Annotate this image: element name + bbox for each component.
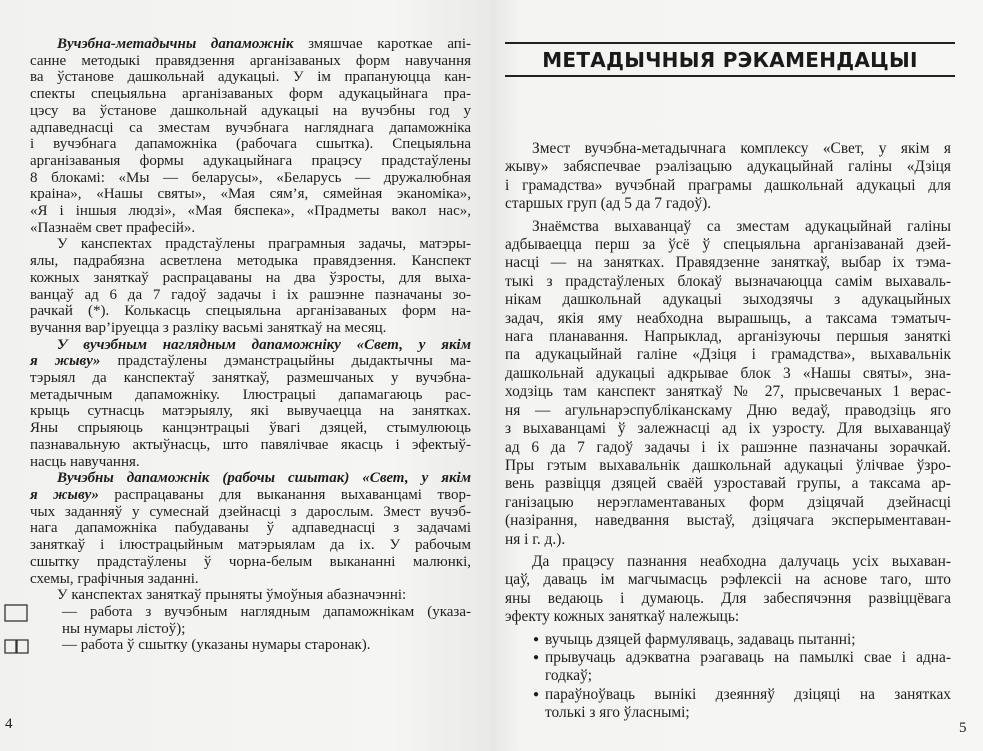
line-text: з выхаванцамі ў залежнасці ад іх узросту. Для выхаванцаў: [505, 420, 951, 438]
text-line: [505, 140, 951, 158]
text-line: [505, 571, 951, 589]
emphasized-title: У вучэбным наглядным дапаможніку «Свет, у якім: [57, 336, 471, 353]
line-text: ад 6 да 7 гадоў задачы і іх рашэнне пазначаны зорачкай.: [505, 438, 951, 456]
line-text: ялы, падрабязна асветлена методыка правядзення. Канспект: [30, 253, 471, 270]
paragraph: [30, 337, 471, 471]
text-line: [505, 553, 951, 571]
line-text: прадстаўлены дэманстрацыйны дыдактычны ма-: [100, 353, 472, 370]
legend-text: — работа з вучэбным наглядным дапаможнікам (указа-: [62, 603, 471, 620]
section-title-bar: [505, 42, 955, 77]
paragraph: [30, 36, 471, 236]
text-line: [30, 170, 471, 187]
list-item-text: прывучаць адэкватна рэагаваць на памылкі свае і адна-: [545, 648, 951, 666]
list-item-text: годкаў;: [545, 667, 593, 685]
list-item: [505, 631, 951, 649]
text-line: [30, 571, 471, 588]
line-text: Да працэсу пазнання неабходна далучаць усіх выхаван-: [532, 552, 951, 570]
bullet-icon: ●: [533, 688, 540, 700]
line-text: пазнавальную актыўнасць, што павялічвае якасць і эфектыў-: [30, 436, 471, 453]
text-line: [30, 337, 471, 354]
text-line: [505, 310, 951, 328]
legend-text: — работа ў сшытку (указаны нумары старонак).: [62, 637, 371, 654]
line-text: тыкі з прадстаўленых блокаў вызначаюцца самім выхаваль-: [505, 272, 951, 290]
emphasized-title: я жыву»: [30, 353, 101, 370]
bullet-list: [505, 631, 951, 723]
text-line: [30, 136, 471, 153]
left-page: [0, 0, 491, 751]
line-text: краіна», «Нашы святы», «Мая сям’я, сямейная эканоміка»,: [30, 186, 471, 203]
text-line: [30, 387, 471, 404]
open-book-icon: [4, 638, 30, 659]
line-text: нікам дашкольнай адукацыі зыходзячы з адукацыйных: [505, 291, 951, 309]
text-line: [505, 590, 951, 608]
line-text: Яны спрыяюць канцэнтрацыі ўвагі дзяцей, стымулююць: [30, 420, 471, 437]
line-text: (назірання, наведвання выстаў, дзіцячага эксперыментаван-: [505, 512, 951, 530]
text-line: [505, 420, 951, 438]
text-line: [505, 346, 951, 364]
line-text: ганізацыю нерэгламентаваных форм дзіцячай дзейнасці: [505, 493, 951, 511]
line-text: насці — на занятках. Правядзенне заняткаў, выбар іх тэма-: [505, 254, 951, 272]
line-text: спекты спецыяльна арганізаваных форм адукацыйнага пра-: [30, 86, 471, 103]
bullet-icon: ●: [533, 633, 540, 645]
text-line: [505, 365, 951, 383]
text-line: [30, 504, 471, 521]
text-line: [30, 303, 471, 320]
text-line: [30, 520, 471, 537]
text-line: [505, 291, 951, 309]
line-text: распрацаваны для выканання выхаванцамі твор-: [98, 486, 471, 503]
text-line: [505, 531, 951, 549]
legend-text: ны нумары лістоў);: [62, 620, 186, 637]
text-line: [505, 328, 951, 346]
line-text: рачкай (*). Колькасць спецыяльна арганізаваных форм на-: [30, 303, 471, 320]
left-page-text: [30, 36, 471, 654]
line-text: Пры гэтым выхавальнік дашкольнай адукацыі ўлічвае ўзро-: [505, 456, 951, 474]
legend-item: [30, 621, 471, 638]
line-text: цаў, даваць ім магчымасць рэфлексіі на аснове таго, што: [505, 571, 951, 589]
line-text: «Я і іншыя людзі», «Мая бяспека», «Прадметы вакол нас»,: [30, 203, 471, 220]
text-line: [30, 437, 471, 454]
text-line: [30, 36, 471, 53]
line-text: цэсу ва ўстанове дашкольнай адукацыі на вучэбны год у: [30, 102, 471, 119]
text-line: [30, 103, 471, 120]
line-text: ня — агульнарэспубліканскаму Дню ведаў, праводзіць яго: [505, 401, 951, 419]
line-text: метадычным дапаможніку. Ілюстрацыі дапамагаюць рас-: [30, 386, 471, 403]
line-text: насць навучання.: [30, 453, 140, 470]
line-text: Знаёмства выхаванцаў са зместам адукацыйнай галіны: [532, 217, 951, 235]
text-line: [30, 236, 471, 253]
line-text: і грамадства» вучэбнай праграмы дашкольнай адукацыі для: [505, 176, 951, 194]
line-text: санне методыкі правядзення арганізаваных форм навучання: [30, 52, 471, 69]
text-line: [30, 53, 471, 70]
legend-item: [30, 637, 471, 654]
line-text: ходзіць там канспект заняткаў № 27, прысвечаных 1 верас-: [505, 383, 951, 401]
line-text: па адукацыйнай галіне «Дзіця і грамадства», выхавальнік: [505, 346, 951, 364]
emphasized-title: Вучэбна-метадычны дапаможнік: [57, 36, 294, 52]
line-text: старшых груп (ад 5 да 7 гадоў).: [505, 195, 712, 213]
text-line: [30, 253, 471, 270]
text-line: [505, 475, 951, 493]
line-text: і вучэбнага дапаможніка (рабочага сшытка). Спецыяльна: [30, 136, 471, 153]
line-text: адпаведнасці са зместам вучэбнага нагляднага дапаможніка: [30, 119, 471, 136]
line-text: задач, якія яму неабходна вырашыць, а таксама тэматыч-: [505, 309, 951, 327]
line-text: «Пазнаём свет прафесій».: [30, 219, 196, 236]
square-icon: [4, 604, 28, 627]
line-text: 8 блокамі: «Мы — беларусы», «Беларусь — дружалюбная: [30, 169, 471, 186]
text-line: [505, 195, 951, 213]
line-text: крыць сутнасць матэрыялу, які вывучаецца на занятках.: [30, 403, 471, 420]
emphasized-title: Вучэбны дапаможнік (рабочы сшытак) «Свет, у якім: [57, 470, 471, 487]
line-text: ванцаў ад 6 да 7 гадоў задачы і іх рашэнне пазначаны зо-: [30, 286, 471, 303]
text-line: [30, 186, 471, 203]
list-item: [505, 686, 951, 704]
line-text: адбываецца перш за ўсё ў спецыяльна арганізаванай дзей-: [505, 236, 951, 254]
paragraph: [505, 218, 951, 549]
list-item-text: толькі з яго ўласнымі;: [545, 704, 690, 722]
line-text: яны ведаюць і думаюць. Для забеспячэння развіццёвага: [505, 589, 951, 607]
page-number-right: 5: [959, 720, 967, 736]
line-text: арганізаваныя формы адукацыйнага працэсу прадстаўлены: [30, 152, 471, 169]
text-line: [505, 608, 951, 626]
paragraph: [30, 587, 471, 604]
right-page: [491, 0, 983, 751]
line-text: дашкольнай адукацыі адкрывае блок 3 «Нашы святы», зна-: [505, 364, 951, 382]
line-text: кожных заняткаў распрацаваны на два ўзросты, для выха-: [30, 269, 471, 286]
text-line: [30, 270, 471, 287]
emphasized-title: я жыву»: [30, 486, 99, 503]
line-text: заняткаў і ілюстрацыйным матэрыялам да іх. У рабочым: [30, 537, 471, 554]
text-line: [30, 287, 471, 304]
text-line: [30, 487, 471, 504]
list-item: [505, 704, 951, 722]
legend-item: [30, 604, 471, 621]
paragraph: [505, 553, 951, 627]
line-text: Змест вучэбна-метадычнага комплексу «Свет, у якім я: [532, 140, 951, 157]
section-title: МЕТАДЫЧНЫЯ РЭКАМЕНДАЦЫІ: [542, 47, 918, 72]
text-line: [505, 273, 951, 291]
line-text: вень развіцця дзяцей сваёй узроставай групы, а таксама ар-: [505, 475, 951, 493]
right-page-text: [505, 140, 951, 723]
text-line: [30, 153, 471, 170]
list-item-text: вучыць дзяцей фармуляваць, задаваць пытанні;: [545, 630, 856, 648]
text-line: [30, 537, 471, 554]
list-item-text: параўноўваць вынікі дзеянняў дзіцяці на занятках: [545, 685, 951, 703]
page-number-left: 4: [5, 716, 13, 732]
text-line: [30, 370, 471, 387]
list-item: [505, 649, 951, 667]
line-text: вучання вар’іруецца з разліку васьмі заняткаў на месяц.: [30, 319, 387, 336]
text-line: [505, 457, 951, 475]
text-line: [30, 86, 471, 103]
text-line: [30, 203, 471, 220]
text-line: [30, 403, 471, 420]
paragraph: [505, 140, 951, 214]
line-text: нага дапаможніка пабудаваны ў адпаведнасці з задачамі: [30, 520, 471, 537]
text-line: [505, 177, 951, 195]
text-line: [505, 218, 951, 236]
text-line: [30, 454, 471, 471]
line-text: тэрыял да канспектаў заняткаў, размешчаных у вучэбна-: [30, 370, 471, 387]
text-line: [30, 69, 471, 86]
list-item: [505, 667, 951, 685]
text-line: [505, 383, 951, 401]
line-text: чых заданняў у сумеснай дзейнасці з дарослым. Змест вучэб-: [30, 503, 471, 520]
paragraph: [30, 236, 471, 336]
text-line: [505, 254, 951, 272]
text-line: [30, 554, 471, 571]
text-line: [30, 420, 471, 437]
line-text: жыву» забяспечвае рэалізацыю адукацыйнай галіны «Дзіця: [505, 158, 951, 176]
text-line: [505, 236, 951, 254]
text-line: [505, 512, 951, 530]
text-line: [30, 587, 471, 604]
text-line: [30, 353, 471, 370]
line-text: змяшчае кароткае апі-: [293, 36, 471, 52]
line-text: эфекту кожных заняткаў належыць:: [505, 608, 740, 626]
text-line: [505, 402, 951, 420]
text-line: [30, 470, 471, 487]
line-text: ва ўстанове дашкольнай адукацыі. У ім прапануюцца кан-: [30, 69, 471, 86]
line-text: сшытку прадстаўлены ў чорна-белым выкананні малюнкі,: [30, 553, 471, 570]
text-line: [505, 439, 951, 457]
text-line: [30, 120, 471, 137]
line-text: нага планавання. Напрыклад, арганізуючы першыя заняткі: [505, 328, 951, 346]
line-text: У канспектах прадстаўлены праграмныя задачы, матэры-: [57, 236, 471, 253]
text-line: [30, 320, 471, 337]
text-line: [505, 158, 951, 176]
text-line: [505, 494, 951, 512]
text-line: [30, 220, 471, 237]
paragraph: [30, 470, 471, 587]
bullet-icon: ●: [533, 651, 540, 663]
line-text: ня і г. д.).: [505, 530, 566, 548]
line-text: схемы, графічныя заданні.: [30, 570, 199, 587]
line-text: У канспектах заняткаў прыняты ўмоўныя абазначэнні:: [57, 587, 407, 604]
